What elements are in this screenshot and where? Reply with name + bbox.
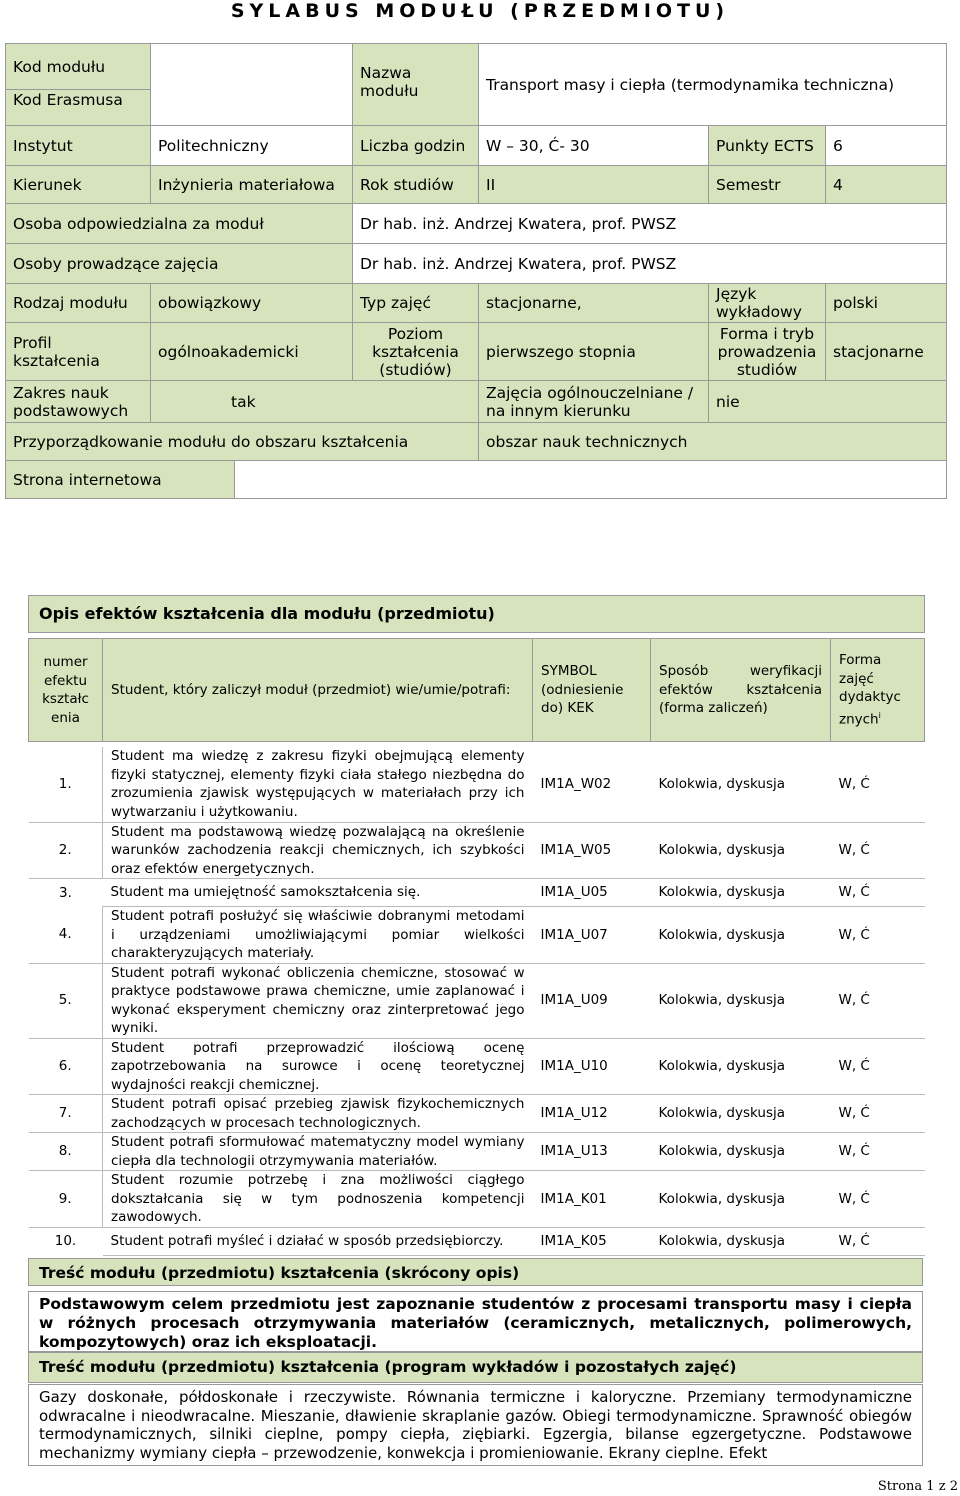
outcome-symbol: IM1A_U10 [533, 1038, 651, 1095]
outcome-verification: Kolokwia, dyskusja [651, 963, 831, 1038]
outcome-symbol: IM1A_U07 [533, 907, 651, 964]
tresc-skrocona-heading: Treść modułu (przedmiotu) kształcenia (skrócony opis) [28, 1258, 923, 1286]
kod-modulu-value [151, 44, 353, 126]
rodzaj-value: obowiązkowy [151, 284, 353, 323]
header-symbol: SYMBOL (odniesienie do) KEK [533, 639, 651, 742]
outcome-row [29, 1171, 925, 1228]
outcome-num: 3. [59, 884, 72, 901]
przyporzadkowanie-label: Przyporządkowanie modułu do obszaru kształcenia [6, 423, 479, 461]
outcome-verification: Kolokwia, dyskusja [651, 1095, 831, 1133]
outcome-row [29, 1133, 925, 1171]
outcome-description: Student potrafi sformułować matematyczny model wymiany ciepła dla technologii otrzymywania materiałów. [103, 1133, 533, 1171]
rodzaj-label: Rodzaj modułu [6, 284, 151, 323]
profil-label: Profil kształcenia [6, 323, 151, 381]
odpowiedzialna-label: Osoba odpowiedzialna za moduł [6, 204, 353, 244]
kierunek-value: Inżynieria materiałowa [151, 166, 353, 204]
outcome-row [29, 1095, 925, 1133]
outcome-form: W, Ć [831, 907, 925, 964]
outcome-description: Student ma podstawową wiedzę pozwalającą na określenie warunków zachodzenia reakcji chemicznych, ich szybkości oraz efektów energetycznych. [103, 822, 533, 879]
outcome-verification: Kolokwia, dyskusja [651, 907, 831, 964]
outcome-num: 10. [54, 1233, 77, 1249]
outcome-symbol: IM1A_U13 [533, 1133, 651, 1171]
outcome-row [29, 1227, 925, 1255]
ogolnouczelniane-value: nie [709, 381, 947, 423]
footer-page: 1 [926, 1479, 935, 1494]
outcome-description: Student rozumie potrzebę i zna możliwości ciągłego dokształcania się w tym podnoszenia kompetencji zawodowych. [103, 1171, 533, 1228]
outcome-verification: Kolokwia, dyskusja [651, 1133, 831, 1171]
outcome-form: W, Ć [831, 747, 925, 822]
outcome-num: 6. [29, 1038, 103, 1095]
outcome-row [29, 747, 925, 822]
outcome-form: W, Ć [831, 963, 925, 1038]
outcome-description: Student potrafi opisać przebieg zjawisk fizykochemicznych zachodzących w procesach technologicznych. [103, 1095, 533, 1133]
strona-internetowa-value [235, 461, 947, 499]
outcome-row [29, 963, 925, 1038]
outcome-verification: Kolokwia, dyskusja [651, 822, 831, 879]
header-forma-note: i [878, 710, 881, 720]
przyporzadkowanie-value: obszar nauk technicznych [479, 423, 947, 461]
header-student: Student, który zaliczył moduł (przedmiot) wie/umie/potrafi: [103, 639, 533, 742]
outcome-verification: Kolokwia, dyskusja [651, 1227, 831, 1255]
outcome-symbol: IM1A_U09 [533, 963, 651, 1038]
jezyk-label: Język wykładowy [709, 284, 826, 323]
outcome-num: 7. [29, 1095, 103, 1133]
outcome-description: Student potrafi myśleć i działać w sposób przedsiębiorczy. [103, 1227, 533, 1255]
header-forma [831, 639, 925, 742]
outcome-symbol: IM1A_K05 [533, 1227, 651, 1255]
outcome-form: W, Ć [831, 1095, 925, 1133]
page-title: SYLABUS MODUŁU (PRZEDMIOTU) [230, 0, 730, 22]
footer-z: z [938, 1479, 946, 1494]
footer-strona: Strona [877, 1479, 923, 1494]
nazwa-label: Nazwa modułu [353, 44, 479, 126]
footer-total: 2 [949, 1479, 958, 1494]
instytut-value: Politechniczny [151, 126, 353, 166]
outcome-description: Student ma umiejętność samokształcenia się. [103, 879, 533, 907]
outcome-symbol: IM1A_U12 [533, 1095, 651, 1133]
forma-label: Forma i tryb prowadzenia studiów [709, 323, 826, 381]
typ-value: stacjonarne, [479, 284, 709, 323]
punkty-ects-value: 6 [826, 126, 947, 166]
header-forma-text: Forma zajęć dydaktyc znych [839, 652, 901, 728]
kod-erasmusa-label: Kod Erasmusa [6, 90, 151, 126]
outcomes-caption: Opis efektów kształcenia dla modułu (przedmiotu) [29, 596, 925, 633]
poziom-value: pierwszego stopnia [479, 323, 709, 381]
outcome-verification: Kolokwia, dyskusja [651, 747, 831, 822]
outcome-verification: Kolokwia, dyskusja [651, 1038, 831, 1095]
poziom-label: Poziom kształcenia (studiów) [353, 323, 479, 381]
outcome-num: 5. [29, 963, 103, 1038]
outcome-num: 2. [29, 822, 103, 879]
outcome-form: W, Ć [831, 1171, 925, 1228]
outcome-symbol: IM1A_U05 [533, 879, 651, 907]
semestr-value: 4 [826, 166, 947, 204]
outcome-symbol: IM1A_W02 [533, 747, 651, 822]
outcome-form: W, Ć [831, 822, 925, 879]
outcome-form: W, Ć [831, 1038, 925, 1095]
outcome-row [29, 822, 925, 879]
outcome-form: W, Ć [831, 1133, 925, 1171]
punkty-ects-label: Punkty ECTS [709, 126, 826, 166]
jezyk-value: polski [826, 284, 947, 323]
outcomes-table [28, 595, 925, 1256]
page-footer [878, 1479, 958, 1494]
outcome-num: 4. [29, 907, 103, 964]
tresc-program-text: Gazy doskonałe, półdoskonałe i rzeczywiste. Równania termiczne i kaloryczne. Przemiany termodynamiczne odwracalne i nieodwracalne. Mieszanie, dławienie skraplanie gazów. Obiegi termodynamiczne. Sprawność obiegów termodynamicznych, silniki cieplne, pompy ciepła, ziębiarki. Egzergia, bilanse egzergetyczne. Podstawowe mechanizmy wymiany ciepła – przewodzenie, konwekcja i promieniowanie. Ekrany cieplne. Efekt [28, 1384, 923, 1466]
zakres-value: tak [151, 381, 479, 423]
liczba-godzin-label: Liczba godzin [353, 126, 479, 166]
outcome-num: 1. [29, 747, 103, 822]
tresc-skrocona-text: Podstawowym celem przedmiotu jest zapoznanie studentów z procesami transportu masy i ciepła w różnych procesach otrzymywania materiałów (ceramicznych, metalicznych, polimerowych, kompozytowych) oraz ich eksploatacji. [28, 1291, 923, 1352]
outcome-num: 8. [29, 1133, 103, 1171]
kierunek-label: Kierunek [6, 166, 151, 204]
outcome-verification: Kolokwia, dyskusja [651, 879, 831, 907]
semestr-label: Semestr [709, 166, 826, 204]
outcome-num: 9. [29, 1171, 103, 1228]
zakres-label: Zakres nauk podstawowych [6, 381, 151, 423]
nazwa-value: Transport masy i ciepła (termodynamika techniczna) [479, 44, 947, 126]
strona-internetowa-label: Strona internetowa [6, 461, 235, 499]
liczba-godzin-value: W – 30, Ć- 30 [479, 126, 709, 166]
outcome-form: W, Ć [831, 879, 925, 907]
outcome-row [29, 1038, 925, 1095]
outcome-row [29, 907, 925, 964]
forma-value: stacjonarne [826, 323, 947, 381]
outcome-row [29, 879, 925, 907]
rok-label: Rok studiów [353, 166, 479, 204]
outcome-description: Student potrafi przeprowadzić ilościową ocenę zapotrzebowania na surowce i ocenę teoretycznej wydajności reakcji chemicznej. [103, 1038, 533, 1095]
typ-label: Typ zajęć [353, 284, 479, 323]
outcome-description: Student potrafi posłużyć się właściwie dobranymi metodami i urządzeniami umożliwiającymi pomiar wielkości charakteryzujących materiały. [103, 907, 533, 964]
header-sposob: Sposób weryfikacji efektów kształcenia (forma zaliczeń) [651, 639, 831, 742]
header-num: numer efektu kształc enia [29, 639, 103, 742]
outcome-verification: Kolokwia, dyskusja [651, 1171, 831, 1228]
profil-value: ogólnoakademicki [151, 323, 353, 381]
tresc-program-heading: Treść modułu (przedmiotu) kształcenia (program wykładów i pozostałych zajęć) [28, 1352, 923, 1383]
outcome-symbol: IM1A_W05 [533, 822, 651, 879]
outcome-form: W, Ć [831, 1227, 925, 1255]
prowadzace-value: Dr hab. inż. Andrzej Kwatera, prof. PWSZ [353, 244, 947, 284]
rok-value: II [479, 166, 709, 204]
outcome-description: Student ma wiedzę z zakresu fizyki obejmującą elementy fizyki statycznej, elementy fizyki ciała stałego niezbędna do zrozumienia zjawisk występujących w materiałach przy ich wytwarzaniu i użytkowaniu. [103, 747, 533, 822]
instytut-label: Instytut [6, 126, 151, 166]
outcome-description: Student potrafi wykonać obliczenia chemiczne, stosować w praktyce podstawowe prawa chemiczne, umie zaplanować i wykonać eksperyment chemiczny oraz zinterpretować jego wyniki. [103, 963, 533, 1038]
kod-modulu-label: Kod modułu [6, 44, 151, 90]
prowadzace-label: Osoby prowadzące zajęcia [6, 244, 353, 284]
ogolnouczelniane-label: Zajęcia ogólnouczelniane / na innym kierunku [479, 381, 709, 423]
odpowiedzialna-value: Dr hab. inż. Andrzej Kwatera, prof. PWSZ [353, 204, 947, 244]
module-info-table [5, 43, 947, 499]
outcome-symbol: IM1A_K01 [533, 1171, 651, 1228]
